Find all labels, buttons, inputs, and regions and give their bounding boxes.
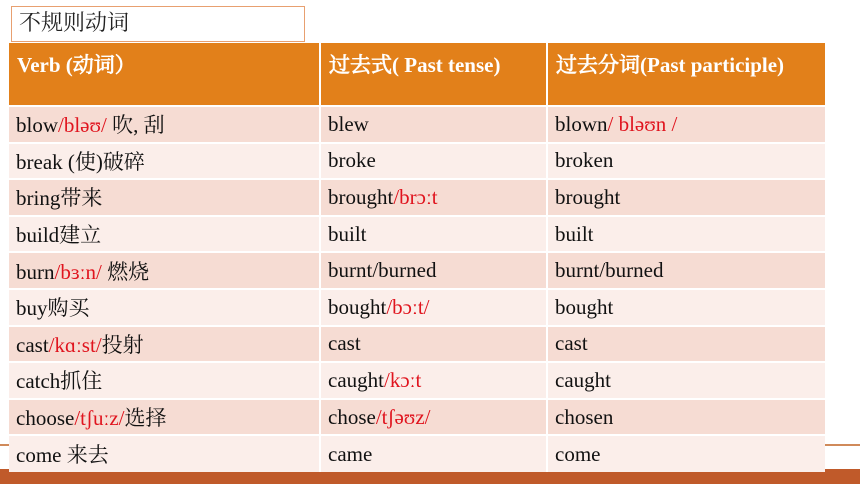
past-participle-word: chosen [555,404,614,429]
past-participle-word: broken [555,148,614,173]
verb-word: come 来去 [16,443,109,468]
verb-word: cast [16,332,49,357]
past-tense-cell [320,143,547,180]
header-past-tense: 过去式( Past tense) [320,43,547,106]
verb-word: blow [16,113,58,138]
past-tense-word: burnt/burned [328,258,437,283]
past-tense-phonetic: /bɔːt/ [386,294,430,319]
verb-cell [9,362,320,399]
table-row [9,289,825,326]
past-participle-word: burnt/burned [555,258,664,283]
table-row [9,362,825,399]
past-tense-word: brought [328,184,394,209]
past-tense-cell [320,399,547,436]
past-participle-cell [547,216,825,253]
past-tense-phonetic: /tʃəʊz/ [375,404,431,429]
verb-meaning: 选择 [124,406,167,431]
header-verb: Verb (动词） [9,43,320,106]
past-tense-word: blew [328,111,369,136]
verb-cell [9,326,320,363]
verb-cell [9,216,320,253]
table-row [9,435,825,472]
past-tense-word: bought [328,294,387,319]
irregular-verbs-table [9,43,825,472]
verb-cell [9,106,320,143]
past-participle-word: bought [555,294,614,319]
past-tense-cell [320,289,547,326]
past-tense-phonetic: /brɔːt [393,184,438,209]
table-row [9,326,825,363]
verb-cell [9,252,320,289]
past-participle-cell [547,399,825,436]
past-participle-cell [547,362,825,399]
table-row [9,216,825,253]
verb-meaning: 吹, 刮 [106,113,165,138]
past-participle-word: brought [555,184,621,209]
verb-word: build建立 [16,223,102,248]
table-row [9,106,825,143]
past-participle-cell [547,326,825,363]
past-tense-cell [320,435,547,472]
verb-phonetic: /kɑːst/ [48,332,102,357]
past-tense-word: cast [328,331,361,356]
past-participle-cell [547,252,825,289]
verb-word: bring带来 [16,186,103,211]
past-tense-word: chose [328,404,376,429]
past-participle-phonetic: / bləʊn / [607,111,678,136]
past-tense-cell [320,179,547,216]
verb-cell [9,289,320,326]
verb-meaning: 投射 [101,332,144,357]
verb-meaning: 燃烧 [101,259,150,284]
verb-cell [9,179,320,216]
verb-word: break (使)破碎 [16,149,145,174]
past-tense-phonetic: /kɔːt [383,367,422,392]
table-row [9,179,825,216]
past-tense-word: came [328,441,373,466]
verb-phonetic: /tʃuːz/ [74,406,125,431]
page-title: 不规则动词 [11,6,305,42]
past-participle-cell [547,435,825,472]
table-row [9,143,825,180]
past-participle-word: built [555,221,594,246]
verb-word: choose [16,406,75,431]
past-participle-cell [547,289,825,326]
past-tense-word: built [328,221,367,246]
table-row [9,252,825,289]
past-tense-cell [320,326,547,363]
verb-phonetic: /bɜːn/ [54,259,102,284]
past-tense-cell [320,106,547,143]
past-participle-cell [547,106,825,143]
verb-word: buy购买 [16,296,90,321]
verb-word: burn [16,259,55,284]
verb-word: catch抓住 [16,369,103,394]
table-row [9,399,825,436]
past-participle-word: blown [555,111,608,136]
verb-cell [9,399,320,436]
table-header-row [9,43,825,106]
past-tense-word: caught [328,367,384,392]
past-tense-cell [320,252,547,289]
verb-cell [9,143,320,180]
past-participle-word: cast [555,331,588,356]
verb-phonetic: /bləʊ/ [58,113,107,138]
past-participle-cell [547,179,825,216]
past-participle-word: caught [555,367,611,392]
past-tense-cell [320,362,547,399]
past-participle-word: come [555,441,601,466]
past-tense-word: broke [328,148,376,173]
header-past-participle: 过去分词(Past participle) [556,53,785,77]
past-participle-cell [547,143,825,180]
verb-cell [9,435,320,472]
past-tense-cell [320,216,547,253]
